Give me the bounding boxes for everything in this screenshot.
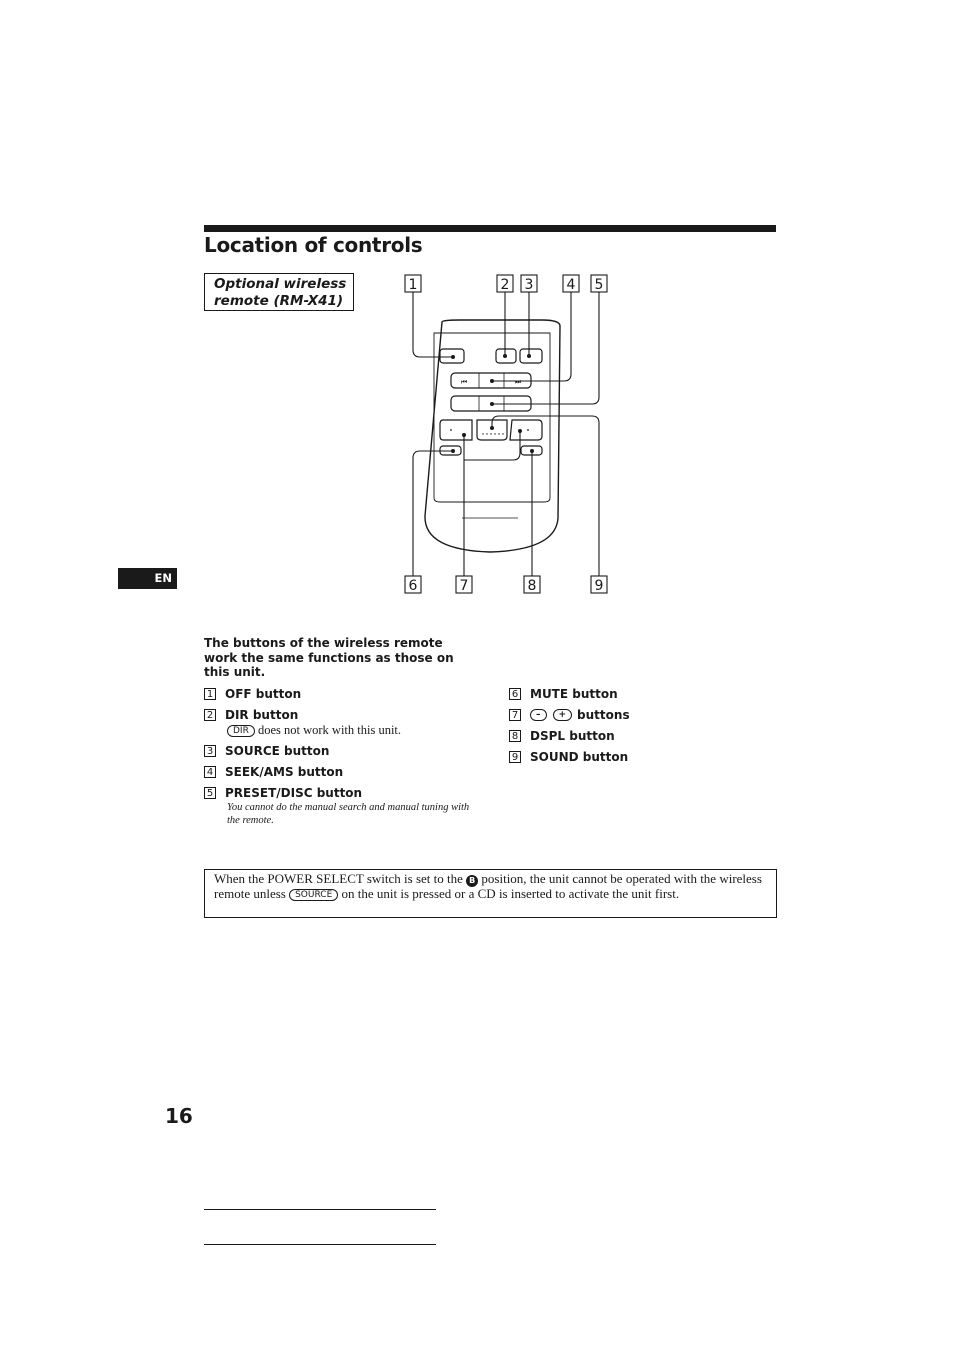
notice-text-3: on the unit is pressed or a CD is inserted to activate the unit first. [341, 886, 680, 901]
list-item-plus-minus [509, 708, 630, 722]
notice-box [204, 869, 777, 918]
callout-7: 7 [459, 578, 469, 594]
item-number: 2 [204, 709, 216, 721]
plus-key-glyph: + [553, 709, 573, 721]
notice-text-1: When the POWER SELECT switch is set to the [214, 871, 463, 886]
callout-4: 4 [566, 277, 576, 293]
callout-6: 6 [408, 578, 418, 594]
callout-8: 8 [527, 578, 537, 594]
source-key-glyph: SOURCE [289, 889, 338, 901]
list-item-dir [204, 708, 298, 722]
dir-subtext [227, 723, 401, 737]
item-number: 3 [204, 745, 216, 757]
item-label: SOURCE button [225, 744, 330, 758]
item-label: DSPL button [530, 729, 615, 743]
seek-next-symbol: ⏭ [514, 378, 522, 386]
item-number: 4 [204, 766, 216, 778]
notice-text-2: position, the unit cannot be operated with the wireless remote unless [214, 871, 762, 901]
seek-prev-symbol: ⏮ [460, 378, 468, 386]
leader-line-5 [492, 292, 599, 404]
item-number: 6 [509, 688, 521, 700]
list-item-preset-disc [204, 786, 362, 800]
callout-1: 1 [408, 277, 418, 293]
dir-subtext-body: does not work with this unit. [257, 723, 402, 737]
item-label: SEEK/AMS button [225, 765, 344, 779]
page-title: Location of controls [204, 233, 423, 257]
item-number: 9 [509, 751, 521, 763]
list-item-sound [509, 750, 628, 764]
language-tab: EN [118, 568, 177, 589]
footer-rule-1 [204, 1209, 436, 1210]
title-rule [204, 225, 776, 232]
intro-text: The buttons of the wireless remote work the same functions as those on this unit. [204, 636, 454, 679]
list-item-seek-ams [204, 765, 343, 779]
list-item-mute [509, 687, 618, 701]
leader-line-1 [413, 292, 453, 357]
plus-button-shape [510, 420, 542, 440]
callout-row-bottom [405, 576, 607, 594]
minus-button-shape [440, 420, 472, 440]
callout-2: 2 [500, 277, 510, 293]
item-label: SOUND button [530, 750, 629, 764]
item-label: buttons [577, 708, 630, 722]
item-number: 5 [204, 787, 216, 799]
callout-row-top [405, 275, 607, 293]
item-label: OFF button [225, 687, 302, 701]
callout-3: 3 [524, 277, 534, 293]
item-label: DIR button [225, 708, 299, 722]
remote-control-illustration [400, 270, 620, 600]
list-item-dspl [509, 729, 615, 743]
list-item-off [204, 687, 301, 701]
subtitle-box [204, 273, 354, 311]
callout-9: 9 [594, 578, 604, 594]
leader-line-6 [413, 451, 453, 576]
footer-rule-2 [204, 1244, 436, 1245]
item-number: 7 [509, 709, 521, 721]
dir-key-glyph: DIR [227, 725, 255, 737]
position-b-badge: B [466, 875, 478, 887]
item-label: MUTE button [530, 687, 618, 701]
remote-inner-panel [434, 333, 550, 502]
page-number: 16 [165, 1104, 193, 1128]
item-number: 1 [204, 688, 216, 700]
item-number: 8 [509, 730, 521, 742]
item-label: PRESET/DISC button [225, 786, 363, 800]
list-item-source [204, 744, 329, 758]
minus-key-glyph: – [530, 709, 547, 721]
callout-5: 5 [594, 277, 604, 293]
leader-line-9 [492, 416, 599, 576]
remote-body [425, 320, 560, 552]
subtitle-text: Optional wireless remote (RM-X41) [214, 276, 347, 309]
preset-disc-note: You cannot do the manual search and manual tuning with the remote. [227, 802, 470, 826]
